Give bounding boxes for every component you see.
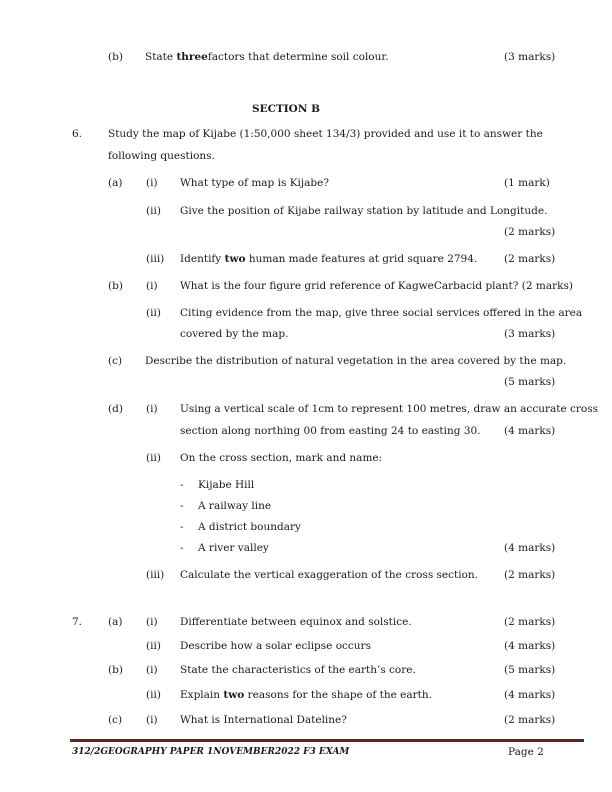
q5b-marks: (3 marks) [504,51,556,63]
q6-a-ii-text: Give the position of Kijabe railway station by latitude and Longitude. [180,205,548,217]
q6-b-ii-marks: (3 marks) [504,328,556,340]
q6-d-i-line2: section along northing 00 from easting 24 to easting 30. [180,425,481,437]
q7-b-ii-text: Explain two reasons for the shape of the earth. [180,689,432,701]
page-number: Page 2 [508,746,544,758]
q7-a-label: (a) [108,616,123,628]
q6-d-ii-item: A railway line [198,500,272,512]
q6-a-i-label: (i) [146,177,158,189]
q5b-question: State threefactors that determine soil colour. [145,51,389,63]
footer-exam-title: 312/2GEOGRAPHY PAPER 1NOVEMBER2022 F3 EXAM [72,747,350,757]
q7-b-ii-marks: (4 marks) [504,689,556,701]
q6-a-iii-text: Identify two human made features at grid square 2794. [180,253,478,265]
q6-d-ii-item: A river valley [198,542,269,554]
bullet-dash: - [180,479,184,491]
q6-b-ii-label: (ii) [146,307,161,319]
q6-d-ii-item: A district boundary [198,521,301,533]
q7-b-i-text: State the characteristics of the earth’s core. [180,664,416,676]
bullet-dash: - [180,542,184,554]
q6-d-iii-text: Calculate the vertical exaggeration of the cross section. [180,569,479,581]
q6-a-iii-label: (iii) [146,253,165,265]
q6-b-ii-line1: Citing evidence from the map, give three social services offered in the area [180,307,583,319]
q6-a-ii-marks: (2 marks) [504,226,556,238]
bullet-dash: - [180,521,184,533]
q7-a-i-label: (i) [146,616,158,628]
q6-a-label: (a) [108,177,123,189]
q7-c-i-text: What is International Dateline? [180,714,347,726]
q6-c-marks: (5 marks) [504,376,556,388]
q6-b-ii-line2: covered by the map. [180,328,289,340]
q6-b-i-label: (i) [146,280,158,292]
q5b-part-label: (b) [108,51,123,63]
q6-d-i-marks: (4 marks) [504,425,556,437]
q6-a-i-text: What type of map is Kijabe? [180,177,329,189]
section-b-heading: SECTION B [252,103,320,115]
q6-d-i-label: (i) [146,403,158,415]
q7-b-ii-label: (ii) [146,689,161,701]
bullet-dash: - [180,500,184,512]
q6-d-iii-marks: (2 marks) [504,569,556,581]
q6-d-ii-text: On the cross section, mark and name: [180,452,383,464]
q6-d-label: (d) [108,403,123,415]
q7-b-i-label: (i) [146,664,158,676]
q6-a-i-marks: (1 mark) [504,177,550,189]
q7-a-i-marks: (2 marks) [504,616,556,628]
q6-number: 6. [72,128,83,140]
q6-d-ii-item: Kijabe Hill [198,479,255,491]
q6-d-i-line1: Using a vertical scale of 1cm to represent 100 metres, draw an accurate cross [180,403,599,415]
q7-number: 7. [72,616,83,628]
q7-a-i-text: Differentiate between equinox and solstice. [180,616,412,628]
footer-rule [70,739,584,742]
q6-a-ii-label: (ii) [146,205,161,217]
q7-a-ii-text: Describe how a solar eclipse occurs [180,640,371,652]
q7-b-i-marks: (5 marks) [504,664,556,676]
q6-b-label: (b) [108,280,123,292]
q6-a-iii-marks: (2 marks) [504,253,556,265]
q7-c-label: (c) [108,714,123,726]
q7-a-ii-label: (ii) [146,640,161,652]
q6-d-ii-marks: (4 marks) [504,542,556,554]
q7-c-i-marks: (2 marks) [504,714,556,726]
q6-c-text: Describe the distribution of natural vegetation in the area covered by the map. [145,355,567,367]
q6-d-ii-label: (ii) [146,452,161,464]
q6-c-label: (c) [108,355,123,367]
q6-intro-line2: following questions. [108,150,215,162]
q6-intro-line1: Study the map of Kijabe (1:50,000 sheet 134/3) provided and use it to answer the [108,128,543,140]
q7-a-ii-marks: (4 marks) [504,640,556,652]
q6-d-iii-label: (iii) [146,569,165,581]
q7-c-i-label: (i) [146,714,158,726]
q7-b-label: (b) [108,664,123,676]
q6-b-i-text: What is the four figure grid reference of KagweCarbacid plant? (2 marks) [180,280,573,292]
